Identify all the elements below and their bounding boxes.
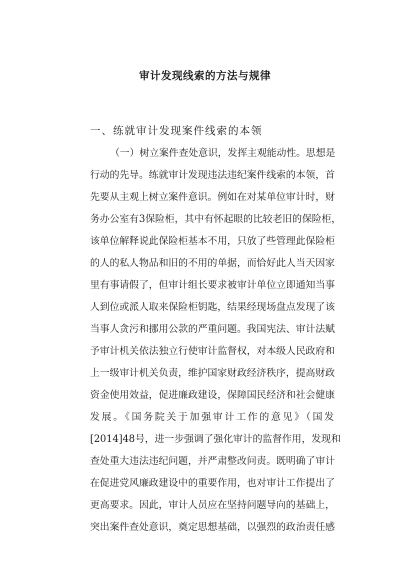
paragraph-line: 突出案件查处意识，奠定思想基础，以强烈的政治责任感 — [90, 522, 335, 533]
paragraph-line: 资金使用效益，促进廉政建设，保障国民经济和社会健康 — [90, 390, 335, 401]
body-paragraph — [90, 143, 342, 539]
document-title: 审计发现线索的方法与规律 — [139, 70, 271, 82]
paragraph-line: 上一级审计机关负责，维护国家财政经济秩序，提高财政 — [90, 368, 335, 379]
paragraph-line: 人到位或派人取来保险柜钥匙，结果经现场盘点发现了该 — [90, 302, 335, 313]
paragraph-line: 务办公室有3保险柜，其中有怀起眼的比较老旧的保险柜， — [90, 214, 342, 225]
paragraph-line: 发展。《国务院关于加强审计工作的意见》（国发 — [90, 412, 334, 423]
paragraph-line: （一）树立案件查处意识，发挥主观能动性。思想是 — [110, 148, 336, 159]
paragraph-line: 查处重大违法违纪问题，并严肃整改问责。既明确了审计 — [90, 456, 335, 467]
paragraph-line: 在促进党风廉政建设中的重要作用，也对审计工作提出了 — [90, 478, 335, 489]
paragraph-line: 的人的私人物品和旧的不用的单据，而恰好此人当天因家 — [90, 258, 335, 269]
paragraph-line: 里有事请假了，但审计组长要求被审计单位立即通知当事 — [90, 280, 335, 291]
paragraph-line: 予审计机关依法独立行使审计监督权，对本级人民政府和 — [90, 346, 335, 357]
paragraph-line: 先要从主观上树立案件意识。例如在对某单位审计时，财 — [90, 192, 335, 203]
paragraph-line: 更高要求。因此，审计人员应在坚持问题导向的基础上， — [90, 500, 335, 511]
paragraph-line: 该单位解释说此保险柜基本不用，只放了些管理此保险柜 — [90, 236, 335, 247]
paragraph-line: [2014]48号，进一步强调了强化审计的监督作用，发现和 — [90, 434, 341, 445]
paragraph-line: 行动的先导。练就审计发现违法违纪案件线索的本领，首 — [90, 170, 335, 181]
paragraph-line: 当事人贪污和挪用公款的严重问题。我国宪法、审计法赋 — [90, 324, 335, 335]
section-heading: 一、练就审计发现案件线索的本领 — [90, 125, 263, 137]
